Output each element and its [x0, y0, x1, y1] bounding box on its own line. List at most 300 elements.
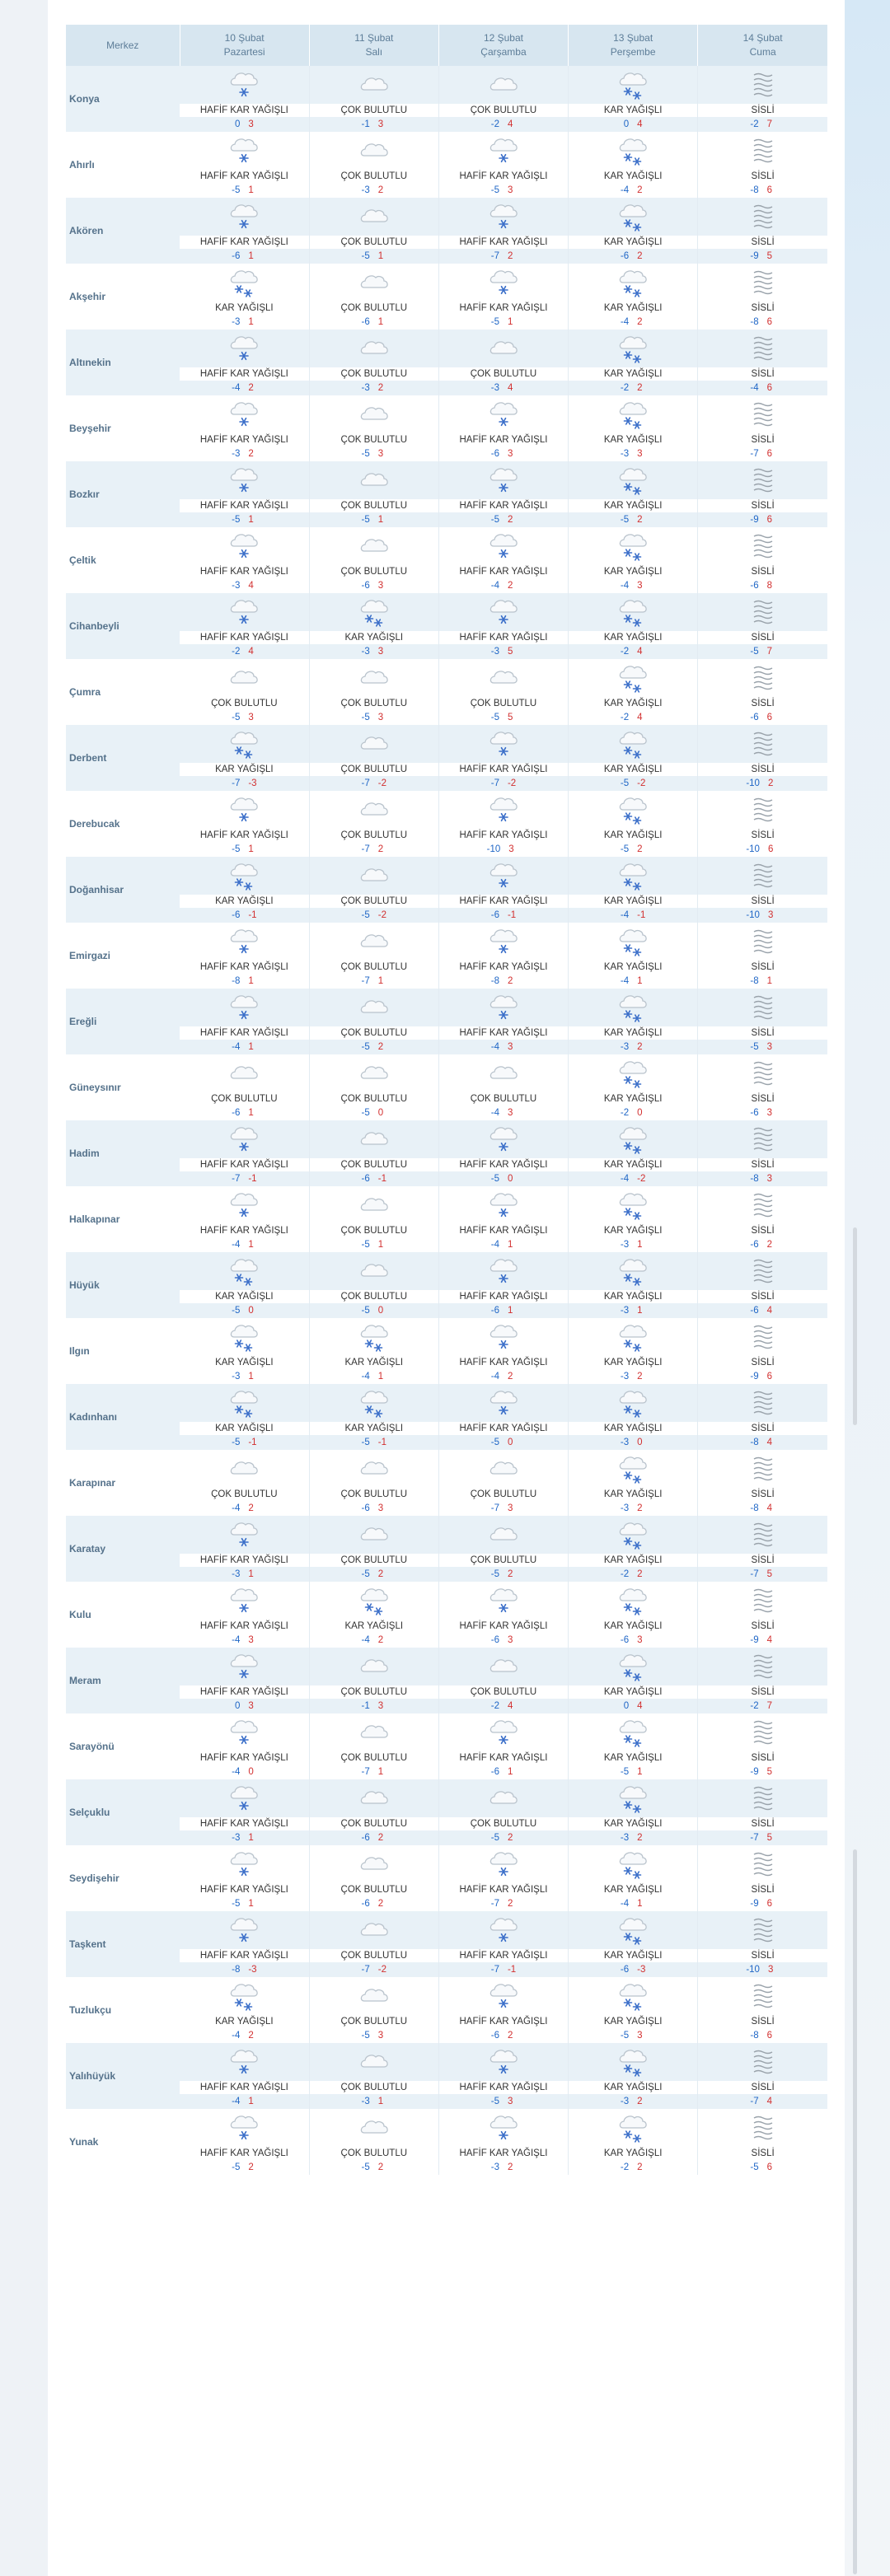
weather-icon-area — [180, 1120, 309, 1158]
weather-icon-area — [698, 198, 827, 236]
temp-max: 2 — [377, 383, 384, 393]
temp-min: -5 — [232, 515, 241, 525]
city-name[interactable]: Yunak — [66, 2109, 180, 2175]
temp-max: 3 — [248, 1635, 254, 1645]
weather-icon-area — [698, 725, 827, 763]
temp-max: 4 — [637, 1701, 643, 1711]
temp-max: 2 — [637, 515, 643, 525]
temperature-range — [310, 1567, 438, 1582]
condition-text: KAR YAĞIŞLI — [569, 104, 697, 117]
temp-min: -2 — [750, 1701, 759, 1711]
condition-text: HAFİF KAR YAĞIŞLI — [439, 1224, 568, 1237]
temp-max: 0 — [507, 1438, 513, 1447]
weather-icon-area — [310, 461, 438, 499]
forecast-cell — [309, 1252, 438, 1318]
weather-icon-area — [310, 2043, 438, 2081]
temp-min: -9 — [750, 1899, 759, 1909]
weather-icon-area — [569, 2043, 697, 2081]
forecast-cell — [698, 1318, 827, 1384]
forecast-cell — [698, 593, 827, 659]
temp-max: 4 — [507, 383, 513, 393]
condition-text: SİSLİ — [698, 1751, 827, 1765]
temperature-range — [310, 315, 438, 330]
weather-icon-area — [310, 1516, 438, 1554]
temp-min: -3 — [620, 1372, 630, 1382]
forecast-row — [66, 1911, 827, 1977]
condition-text: ÇOK BULUTLU — [310, 104, 438, 117]
city-name[interactable]: Cihanbeyli — [66, 593, 180, 659]
city-name[interactable]: Tuzlukçu — [66, 1977, 180, 2043]
temperature-range — [439, 908, 568, 923]
header-weekday: Pazartesi — [223, 46, 265, 58]
temp-min: -4 — [490, 1108, 499, 1118]
temperature-range — [569, 644, 697, 659]
temperature-range — [698, 644, 827, 659]
forecast-cell — [569, 1186, 698, 1252]
city-name[interactable]: Ilgın — [66, 1318, 180, 1384]
weather-icon-area — [569, 1186, 697, 1224]
condition-text: KAR YAĞIŞLI — [569, 697, 697, 710]
condition-text: KAR YAĞIŞLI — [569, 763, 697, 776]
forecast-cell — [569, 1054, 698, 1120]
forecast-cell — [569, 1977, 698, 2043]
temp-max: 1 — [248, 515, 254, 525]
temp-min: -1 — [361, 1701, 370, 1711]
weather-icon-area — [569, 461, 697, 499]
temperature-range — [698, 1765, 827, 1779]
temp-max: -2 — [507, 778, 517, 788]
temp-min: -3 — [490, 383, 499, 393]
forecast-cell — [569, 461, 698, 527]
city-name[interactable]: Güneysınır — [66, 1054, 180, 1120]
city-name[interactable]: Yalıhüyük — [66, 2043, 180, 2109]
temp-max: 1 — [377, 2097, 384, 2106]
weather-icon-area — [698, 1713, 827, 1751]
condition-text: HAFİF KAR YAĞIŞLI — [180, 1224, 309, 1237]
temp-min: -5 — [490, 1174, 499, 1184]
temperature-range — [310, 842, 438, 857]
forecast-header-row — [66, 25, 827, 66]
forecast-cell — [569, 725, 698, 791]
temperature-range — [180, 183, 309, 198]
temperature-range — [439, 512, 568, 527]
temp-max: 1 — [248, 317, 254, 327]
temp-min: -5 — [361, 515, 370, 525]
weather-icon-area — [698, 989, 827, 1026]
forecast-cell — [438, 1120, 568, 1186]
temperature-range — [698, 1369, 827, 1384]
forecast-cell — [180, 461, 309, 527]
temp-max: 1 — [248, 1569, 254, 1579]
temperature-range — [439, 1633, 568, 1648]
forecast-row — [66, 1977, 827, 2043]
temperature-range — [310, 974, 438, 989]
temp-min: -8 — [750, 1503, 759, 1513]
temp-min: -7 — [750, 1569, 759, 1579]
temp-max: 3 — [637, 2031, 643, 2041]
temperature-range — [569, 710, 697, 725]
city-name[interactable]: Derbent — [66, 725, 180, 791]
forecast-cell — [309, 198, 438, 264]
forecast-cell — [309, 1054, 438, 1120]
temp-max: 0 — [248, 1767, 254, 1777]
weather-icon-area — [180, 66, 309, 104]
temperature-range — [180, 249, 309, 264]
temperature-range — [698, 1501, 827, 1516]
scroll-indicator[interactable] — [853, 1849, 857, 2574]
weather-icon-area — [310, 989, 438, 1026]
temp-max: 1 — [248, 1899, 254, 1909]
temp-min: -6 — [232, 910, 241, 920]
temp-min: -4 — [490, 1240, 499, 1250]
condition-text: HAFİF KAR YAĞIŞLI — [439, 302, 568, 315]
temperature-range — [439, 2160, 568, 2175]
temperature-range — [569, 2094, 697, 2109]
temp-min: -9 — [750, 1767, 759, 1777]
condition-text: KAR YAĞIŞLI — [569, 565, 697, 578]
city-name[interactable]: Derebucak — [66, 791, 180, 857]
condition-text: ÇOK BULUTLU — [180, 697, 309, 710]
forecast-cell — [698, 1054, 827, 1120]
temp-min: -6 — [490, 1635, 499, 1645]
city-name[interactable]: Doğanhisar — [66, 857, 180, 923]
temp-max: 2 — [248, 383, 254, 393]
weather-icon-area — [310, 198, 438, 236]
temperature-range — [180, 1040, 309, 1054]
header-center: Merkez — [66, 25, 180, 66]
weather-icon-area — [180, 395, 309, 433]
temperature-range — [569, 578, 697, 593]
temperature-range — [439, 1171, 568, 1186]
temp-max: 3 — [767, 1965, 774, 1975]
condition-text: SİSLİ — [698, 763, 827, 776]
condition-text: HAFİF KAR YAĞIŞLI — [439, 631, 568, 644]
temp-max: 3 — [248, 119, 254, 129]
temp-min: -3 — [232, 1569, 241, 1579]
weather-icon-area — [310, 593, 438, 631]
forecast-cell — [698, 1977, 827, 2043]
city-name[interactable]: Karapınar — [66, 1450, 180, 1516]
temperature-range — [439, 446, 568, 461]
condition-text: HAFİF KAR YAĞIŞLI — [180, 1554, 309, 1567]
condition-text: HAFİF KAR YAĞIŞLI — [180, 104, 309, 117]
city-name[interactable]: Hadim — [66, 1120, 180, 1186]
forecast-cell — [569, 1384, 698, 1450]
condition-text: ÇOK BULUTLU — [439, 367, 568, 381]
forecast-row — [66, 725, 827, 791]
temperature-range — [439, 1699, 568, 1713]
temp-min: -7 — [490, 1899, 499, 1909]
temperature-range — [439, 1435, 568, 1450]
temperature-range — [439, 381, 568, 395]
weather-icon-area — [439, 1713, 568, 1751]
temp-max: 1 — [248, 1042, 254, 1052]
temperature-range — [310, 908, 438, 923]
weather-icon-area — [698, 2043, 827, 2081]
temp-max: 3 — [377, 449, 384, 459]
temp-min: -5 — [620, 515, 630, 525]
temperature-range — [439, 710, 568, 725]
temperature-range — [310, 1040, 438, 1054]
forecast-cell — [569, 527, 698, 593]
header-date: 13 Şubat — [613, 32, 653, 44]
temp-min: -3 — [620, 2097, 630, 2106]
weather-icon-area — [310, 330, 438, 367]
city-name[interactable]: Kadınhanı — [66, 1384, 180, 1450]
temp-min: -8 — [750, 976, 759, 986]
forecast-cell — [180, 923, 309, 989]
city-name[interactable]: Konya — [66, 66, 180, 132]
weather-icon-area — [310, 1252, 438, 1290]
forecast-cell — [698, 461, 827, 527]
temperature-range — [569, 1106, 697, 1120]
forecast-row — [66, 395, 827, 461]
temp-min: -5 — [232, 185, 241, 195]
temp-max: 3 — [766, 1174, 773, 1184]
temperature-range — [180, 644, 309, 659]
weather-icon-area — [698, 1120, 827, 1158]
temp-max: 4 — [248, 581, 254, 591]
temp-max: 3 — [507, 1042, 513, 1052]
temperature-range — [569, 1501, 697, 1516]
forecast-cell — [180, 725, 309, 791]
temp-min: -6 — [620, 251, 630, 261]
city-name[interactable]: Bozkır — [66, 461, 180, 527]
condition-text: SİSLİ — [698, 302, 827, 315]
temp-max: 1 — [766, 976, 773, 986]
temperature-range — [439, 1303, 568, 1318]
city-name[interactable]: Taşkent — [66, 1911, 180, 1977]
temp-min: -5 — [490, 515, 499, 525]
weather-icon-area — [180, 2043, 309, 2081]
weather-icon-area — [310, 1450, 438, 1488]
temp-max: 4 — [766, 1635, 773, 1645]
condition-text: KAR YAĞIŞLI — [310, 1620, 438, 1633]
temperature-range — [569, 1765, 697, 1779]
condition-text: SİSLİ — [698, 961, 827, 974]
temperature-range — [698, 1237, 827, 1252]
temp-max: 2 — [637, 844, 643, 854]
temp-min: -4 — [232, 1503, 241, 1513]
temp-min: -5 — [232, 844, 241, 854]
temperature-range — [310, 1106, 438, 1120]
temp-min: -6 — [750, 581, 759, 591]
temp-min: -2 — [620, 647, 630, 657]
temperature-range — [698, 1040, 827, 1054]
condition-text: KAR YAĞIŞLI — [569, 433, 697, 446]
condition-text: ÇOK BULUTLU — [310, 1092, 438, 1106]
temperature-range — [180, 2160, 309, 2175]
weather-icon-area — [698, 461, 827, 499]
weather-icon-area — [310, 923, 438, 961]
weather-icon-area — [310, 1582, 438, 1620]
city-name[interactable]: Hüyük — [66, 1252, 180, 1318]
temp-min: -6 — [361, 1899, 370, 1909]
temp-min: -10 — [746, 1965, 760, 1975]
temp-max: 1 — [377, 976, 384, 986]
condition-text: SİSLİ — [698, 565, 827, 578]
temp-max: 1 — [377, 317, 384, 327]
temperature-range — [180, 512, 309, 527]
weather-icon-area — [698, 659, 827, 697]
temp-max: 1 — [248, 2097, 254, 2106]
weather-icon-area — [310, 1648, 438, 1685]
temperature-range — [310, 512, 438, 527]
weather-icon-area — [569, 1384, 697, 1422]
temperature-range — [698, 1896, 827, 1911]
weather-icon-area — [439, 2043, 568, 2081]
temp-min: -5 — [232, 713, 241, 722]
temperature-range — [180, 842, 309, 857]
condition-text: HAFİF KAR YAĞIŞLI — [439, 170, 568, 183]
temperature-range — [698, 512, 827, 527]
temperature-range — [698, 249, 827, 264]
temp-max: 2 — [637, 2097, 643, 2106]
condition-text: KAR YAĞIŞLI — [569, 302, 697, 315]
temp-max: 2 — [637, 1042, 643, 1052]
weather-icon-area — [310, 66, 438, 104]
city-name[interactable]: Selçuklu — [66, 1779, 180, 1845]
condition-text: KAR YAĞIŞLI — [310, 1356, 438, 1369]
temp-max: 3 — [377, 119, 384, 129]
forecast-cell — [569, 1450, 698, 1516]
forecast-cell — [180, 857, 309, 923]
forecast-cell — [569, 1252, 698, 1318]
forecast-cell — [698, 1713, 827, 1779]
city-name[interactable]: Çumra — [66, 659, 180, 725]
condition-text: KAR YAĞIŞLI — [569, 1422, 697, 1435]
temp-max: -2 — [377, 778, 387, 788]
header-weekday: Çarşamba — [480, 46, 527, 58]
city-name[interactable]: Ereğli — [66, 989, 180, 1054]
condition-text: SİSLİ — [698, 2015, 827, 2028]
temp-max: 3 — [507, 1108, 513, 1118]
condition-text: HAFİF KAR YAĞIŞLI — [439, 1026, 568, 1040]
temp-max: 2 — [377, 185, 384, 195]
temp-max: 2 — [766, 1240, 773, 1250]
forecast-cell — [309, 1977, 438, 2043]
condition-text: KAR YAĞIŞLI — [569, 2081, 697, 2094]
condition-text: HAFİF KAR YAĞIŞLI — [180, 1817, 309, 1830]
city-name[interactable]: Meram — [66, 1648, 180, 1713]
forecast-row — [66, 1450, 827, 1516]
city-name[interactable]: Kulu — [66, 1582, 180, 1648]
city-name[interactable]: Ahırlı — [66, 132, 180, 198]
temp-min: -5 — [232, 1306, 241, 1316]
weather-icon-area — [310, 1911, 438, 1949]
weather-icon-area — [569, 593, 697, 631]
temp-min: -3 — [232, 581, 241, 591]
temperature-range — [439, 1106, 568, 1120]
city-name[interactable]: Akören — [66, 198, 180, 264]
forecast-row — [66, 330, 827, 395]
weather-icon-area — [698, 1779, 827, 1817]
forecast-cell — [698, 66, 827, 132]
forecast-cell — [309, 1384, 438, 1450]
temp-min: -6 — [620, 1635, 630, 1645]
forecast-cell — [309, 1779, 438, 1845]
temp-max: 5 — [766, 1569, 773, 1579]
condition-text: KAR YAĞIŞLI — [569, 367, 697, 381]
weather-icon-area — [698, 1977, 827, 2015]
condition-text: HAFİF KAR YAĞIŞLI — [439, 1356, 568, 1369]
temperature-range — [310, 710, 438, 725]
temp-min: -6 — [232, 1108, 241, 1118]
weather-icon-area — [180, 264, 309, 302]
forecast-cell — [180, 132, 309, 198]
city-name[interactable]: Emirgazi — [66, 923, 180, 989]
condition-text: KAR YAĞIŞLI — [180, 2015, 309, 2028]
forecast-row — [66, 461, 827, 527]
forecast-cell — [698, 198, 827, 264]
city-name[interactable]: Akşehir — [66, 264, 180, 330]
condition-text: SİSLİ — [698, 1224, 827, 1237]
temperature-range — [180, 1699, 309, 1713]
city-name[interactable]: Halkapınar — [66, 1186, 180, 1252]
weather-icon-area — [698, 857, 827, 895]
city-name[interactable]: Altınekin — [66, 330, 180, 395]
condition-text: ÇOK BULUTLU — [310, 2147, 438, 2160]
temperature-range — [180, 1303, 309, 1318]
temp-max: 1 — [377, 1372, 384, 1382]
city-name[interactable]: Sarayönü — [66, 1713, 180, 1779]
scroll-indicator[interactable] — [853, 1227, 857, 1425]
forecast-cell — [180, 66, 309, 132]
temp-max: 1 — [248, 185, 254, 195]
temp-min: -8 — [750, 1438, 759, 1447]
temp-min: -6 — [490, 2031, 499, 2041]
temp-min: -5 — [490, 1569, 499, 1579]
temp-min: -1 — [361, 119, 370, 129]
temp-max: 3 — [766, 1108, 773, 1118]
condition-text: KAR YAĞIŞLI — [569, 829, 697, 842]
temp-min: -4 — [232, 2097, 241, 2106]
city-name[interactable]: Karatay — [66, 1516, 180, 1582]
condition-text: ÇOK BULUTLU — [310, 499, 438, 512]
condition-text: ÇOK BULUTLU — [439, 1092, 568, 1106]
condition-text: KAR YAĞIŞLI — [569, 1026, 697, 1040]
temp-max: 2 — [637, 1569, 643, 1579]
weather-icon-area — [310, 132, 438, 170]
weather-icon-area — [180, 659, 309, 697]
city-name[interactable]: Beyşehir — [66, 395, 180, 461]
city-name[interactable]: Seydişehir — [66, 1845, 180, 1911]
temperature-range — [310, 1896, 438, 1911]
condition-text: HAFİF KAR YAĞIŞLI — [180, 1883, 309, 1896]
weather-icon-area — [180, 1384, 309, 1422]
temperature-range — [698, 1106, 827, 1120]
forecast-cell — [180, 659, 309, 725]
weather-icon-area — [180, 132, 309, 170]
forecast-cell — [698, 1384, 827, 1450]
weather-icon-area — [439, 1977, 568, 2015]
temp-max: 3 — [377, 647, 384, 657]
city-name[interactable]: Çeltik — [66, 527, 180, 593]
weather-icon-area — [180, 527, 309, 565]
temp-max: 2 — [377, 2162, 384, 2172]
condition-text: ÇOK BULUTLU — [310, 1158, 438, 1171]
temp-max: 3 — [377, 1701, 384, 1711]
forecast-row — [66, 1845, 827, 1911]
weather-icon-area — [439, 1384, 568, 1422]
temperature-range — [439, 2094, 568, 2109]
temperature-range — [439, 644, 568, 659]
weather-icon-area — [439, 1054, 568, 1092]
forecast-cell — [698, 330, 827, 395]
temp-max: 1 — [377, 515, 384, 525]
temperature-range — [180, 1962, 309, 1977]
temp-max: 4 — [637, 713, 643, 722]
